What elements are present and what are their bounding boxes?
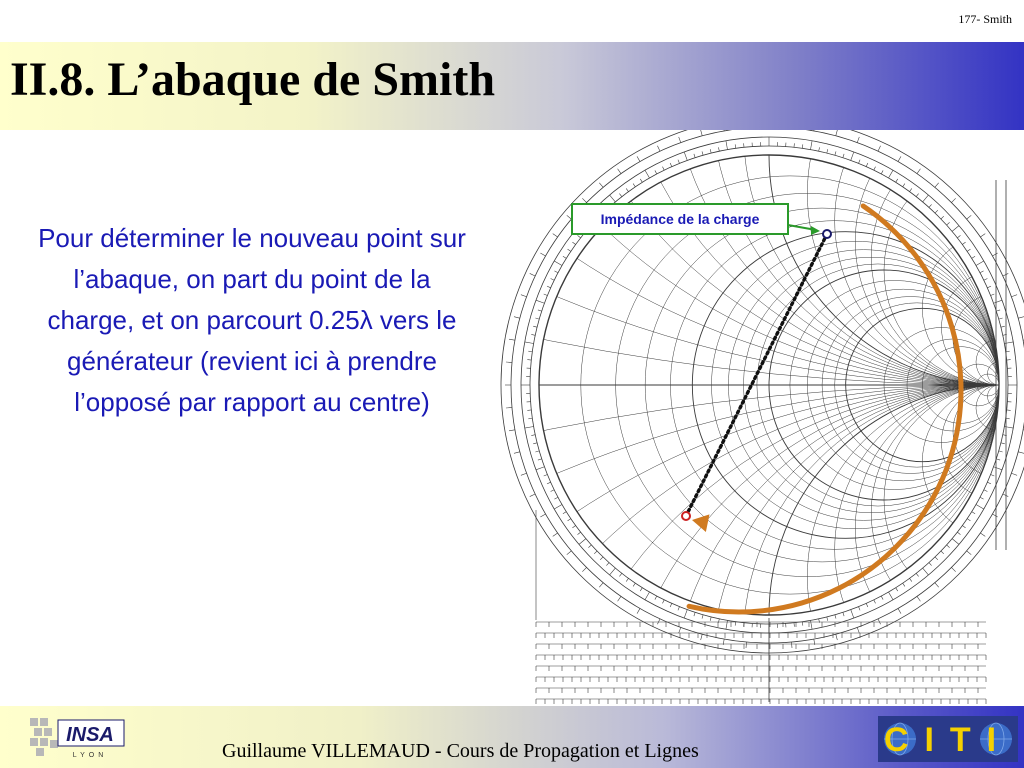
insa-logo-subtext: LYON (72, 752, 108, 759)
load-impedance-callout: Impédance de la charge (571, 203, 789, 235)
slide-number: 177- Smith (958, 12, 1012, 26)
citi-logo (878, 716, 1018, 762)
slide-title: II.8. L’abaque de Smith (10, 53, 496, 106)
insa-logo-text: INSA (66, 724, 114, 746)
footer-credit: Guillaume VILLEMAUD - Cours de Propagation et Lignes (222, 740, 699, 762)
body-paragraph: Pour déterminer le nouveau point sur l’abaque, on part du point de la charge, et on parcourt 0.25λ vers le générateur (revient ici à prendre l’opposé par rapport au centre) (38, 223, 466, 417)
insa-logo (26, 710, 128, 762)
citi-logo-text: CITI (883, 721, 1013, 759)
